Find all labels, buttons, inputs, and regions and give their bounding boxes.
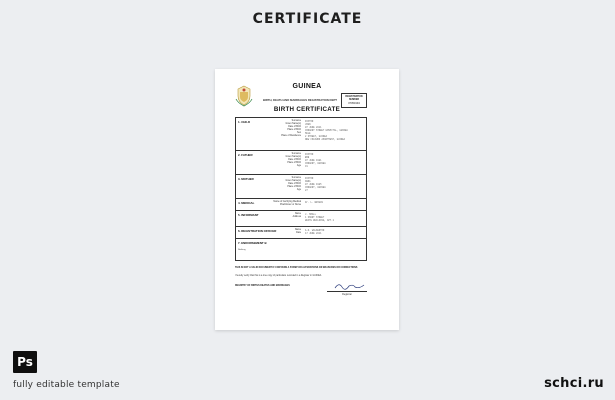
footer-registry: REGISTRY OF BIRTHS DEATHS AND MARRIAGES [235, 285, 290, 287]
field-value: 1 SMART STREET [305, 216, 325, 219]
field-value: ANNA [305, 180, 311, 183]
field-value: CONAKRY, GUINEA [305, 162, 326, 165]
certificate-form [235, 117, 367, 261]
field-label: Place of Birth [287, 129, 301, 131]
field-label: Date of Birth [288, 183, 301, 185]
section-5 [236, 210, 366, 226]
field-value: CONAKRY STREET HOSPITAL, GUINEA [305, 129, 348, 132]
field-label: Age [296, 165, 301, 167]
signature-label: Registrar [342, 293, 352, 296]
section-heading: 3. MOTHER [238, 176, 254, 181]
section-heading: 5. INFORMANT [238, 212, 259, 217]
country-name: GUINEA [292, 83, 322, 90]
field-label: Name [294, 213, 301, 215]
field-label: Age [296, 189, 301, 191]
field-label: Surname [291, 153, 301, 155]
section-heading: 2. FATHER [238, 152, 253, 157]
document-title: BIRTH CERTIFICATE [273, 106, 341, 113]
section-4 [236, 198, 366, 210]
section-1 [236, 118, 366, 150]
field-label: Given Name(s) [285, 123, 301, 125]
field-value: 27 [305, 189, 308, 192]
field-label: Date [296, 232, 301, 234]
field-value: MALE [305, 132, 311, 135]
registration-label: REGISTRATION NUMBER [345, 95, 363, 101]
field-label: Place of Birth [287, 186, 301, 188]
field-value: DIXTON [305, 177, 314, 180]
field-value: 07 JUNE 1981 [305, 159, 322, 162]
section-3 [236, 174, 366, 198]
template-caption: fully editable template [13, 380, 120, 390]
registrar-signature [331, 281, 367, 291]
field-label: Name [294, 229, 301, 231]
field-label: Surname [291, 177, 301, 179]
field-value: CONAKRY, GUINEA [305, 186, 326, 189]
section-2 [236, 150, 366, 174]
field-value: 31 [305, 165, 308, 168]
page-title: CERTIFICATE [252, 11, 363, 27]
field-label: Date of Birth [288, 126, 301, 128]
field-label: Address [292, 216, 301, 218]
section-heading: 4. MEDICAL [238, 200, 255, 205]
field-label: Place of Birth [287, 162, 301, 164]
field-row [236, 232, 366, 235]
section-heading: 6. REGISTRATION OFFICER [238, 228, 277, 233]
field-value: WHITE BUILDING, APT.1 [305, 219, 334, 222]
field-value: 17 JUNE 2011 [305, 232, 322, 235]
field-label: Date of Birth [288, 159, 301, 161]
section-note: Nothing [238, 249, 246, 251]
section-heading: 7. ENDORSEMENT B [238, 240, 267, 245]
field-label: Given Name(s) [285, 180, 301, 182]
section-6 [236, 226, 366, 238]
field-value: BOB [305, 156, 310, 159]
field-value: 07 JUNE 2011 [305, 126, 322, 129]
field-label: Given Name(s) [285, 156, 301, 158]
field-value: J. SMALL [305, 213, 317, 216]
field-row [236, 189, 366, 192]
field-value: A.D. WALKERTON [305, 229, 325, 232]
field-row [236, 165, 366, 168]
field-label: Surname [291, 120, 301, 122]
registration-number: 07051994 [348, 102, 360, 105]
section-heading: 1. CHILD [238, 119, 251, 124]
photoshop-icon: Ps [13, 351, 37, 373]
field-row [236, 219, 366, 222]
field-value: DIXTON [305, 153, 314, 156]
field-label: Place of Residence [281, 135, 301, 137]
field-value: 2 STREET, GUINEA [305, 135, 328, 138]
certificate-sheet [215, 69, 399, 330]
footer-warning: THIS IS NOT A VALID DOCUMENT IF CONTAINS A STAMP OR ALTERATIONS OR ERASURES OR CORRECTIONS [235, 267, 358, 269]
field-value: Dr. L. BRIGGS [305, 201, 323, 204]
field-row [236, 204, 366, 207]
field-label: Practitioner or Nurse [279, 204, 301, 206]
brand-watermark: schci.ru [544, 376, 604, 391]
signature-line [327, 291, 367, 292]
field-row [236, 138, 366, 141]
field-label: Name of Certifying Medical [273, 201, 301, 203]
field-label: Sex [297, 132, 301, 134]
field-value: NEW COLOURS APARTMENT, GUINEA [305, 138, 345, 141]
agency-name: BIRTH, DEATH AND MARRIAGES REGISTRATION DEPT [262, 98, 338, 102]
footer-verification: I hereby verify that this is a true copy of particulars recorded in a Register in GUINEA [235, 275, 322, 277]
field-value: 07 JUNE 1985 [305, 183, 322, 186]
field-value: DIXTON [305, 120, 314, 123]
field-value: JOHN [305, 123, 311, 126]
section-7 [236, 238, 366, 260]
